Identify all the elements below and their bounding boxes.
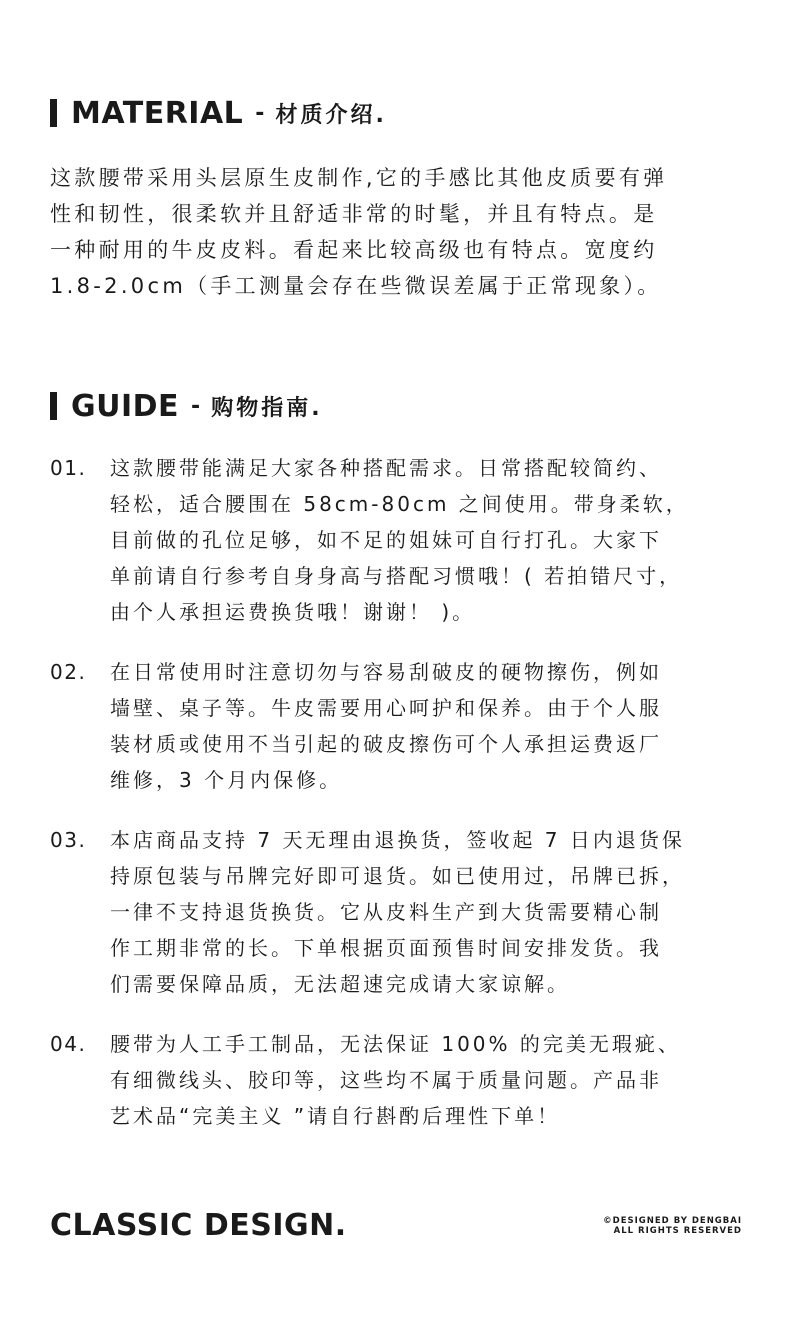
guide-heading — [50, 389, 745, 423]
footer-credit-line: ©DESIGNED BY DENGBAI — [603, 1216, 742, 1226]
guide-item-line: 墙壁、桌子等。牛皮需要用心呵护和保养。由于个人服 — [110, 696, 662, 720]
guide-item-line: 本店商品支持 7 天无理由退换货，签收起 7 日内退货保 — [110, 828, 685, 852]
guide-item-line: 一律不支持退货换货。它从皮料生产到大货需要精心制 — [110, 900, 662, 924]
material-heading — [50, 96, 745, 130]
material-line: 性和韧性，很柔软并且舒适非常的时髦，并且有特点。是 — [50, 202, 658, 226]
guide-title-sep: - — [191, 393, 204, 419]
guide-item-line: 们需要保障品质，无法超速完成请大家谅解。 — [110, 972, 570, 996]
material-line: 一种耐用的牛皮皮料。看起来比较高级也有特点。宽度约 — [50, 238, 658, 262]
guide-item-line: 持原包装与吊牌完好即可退货。如已使用过，吊牌已拆， — [110, 864, 685, 888]
guide-item-line: 作工期非常的长。下单根据页面预售时间安排发货。我 — [110, 936, 662, 960]
guide-title-en: GUIDE — [71, 388, 180, 424]
guide-item-text — [110, 1026, 750, 1134]
heading-bar — [50, 392, 57, 420]
guide-item-line: 腰带为人工手工制品，无法保证 100% 的完美无瑕疵、 — [110, 1032, 681, 1056]
guide-item-line: 装材质或使用不当引起的破皮擦伤可个人承担运费返厂 — [110, 732, 662, 756]
material-section — [50, 96, 745, 304]
guide-item-line: 艺术品“完美主义 ”请自行斟酌后理性下单！ — [110, 1104, 561, 1128]
guide-item-line: 这款腰带能满足大家各种搭配需求。日常搭配较简约、 — [110, 456, 662, 480]
material-title-en: MATERIAL — [71, 95, 244, 131]
guide-item-line: 单前请自行参考自身身高与搭配习惯哦！( 若拍错尺寸， — [110, 564, 683, 588]
footer-brand: CLASSIC DESIGN. — [50, 1208, 347, 1243]
heading-bar — [50, 99, 57, 127]
guide-item-line: 由个人承担运费换货哦！谢谢！ )。 — [110, 600, 476, 624]
guide-item-text — [110, 450, 750, 630]
guide-item-line: 在日常使用时注意切勿与容易刮破皮的硬物擦伤，例如 — [110, 660, 662, 684]
material-line: 这款腰带采用头层原生皮制作,它的手感比其他皮质要有弹 — [50, 166, 668, 190]
guide-item-line: 有细微线头、胶印等，这些均不属于质量问题。产品非 — [110, 1068, 662, 1092]
guide-section — [50, 389, 745, 423]
material-line: 1.8-2.0cm（手工测量会存在些微误差属于正常现象）。 — [50, 274, 662, 298]
footer-credit — [603, 1216, 742, 1236]
guide-item-line: 维修，3 个月内保修。 — [110, 768, 343, 792]
guide-item-number: 03. — [50, 828, 87, 852]
guide-item-number: 01. — [50, 456, 87, 480]
guide-item-line: 轻松，适合腰围在 58cm-80cm 之间使用。带身柔软， — [110, 492, 689, 516]
footer-credit-line: ALL RIGHTS RESERVED — [613, 1226, 742, 1236]
guide-item-line: 目前做的孔位足够，如不足的姐妹可自行打孔。大家下 — [110, 528, 662, 552]
guide-item-number: 02. — [50, 660, 87, 684]
material-title-sep: - — [255, 100, 268, 126]
material-paragraph — [50, 160, 745, 304]
guide-item-text — [110, 822, 750, 1002]
guide-title-cn: 购物指南. — [211, 395, 323, 421]
material-title-cn: 材质介绍. — [275, 102, 387, 128]
guide-item-text — [110, 654, 750, 798]
guide-item-number: 04. — [50, 1032, 87, 1056]
